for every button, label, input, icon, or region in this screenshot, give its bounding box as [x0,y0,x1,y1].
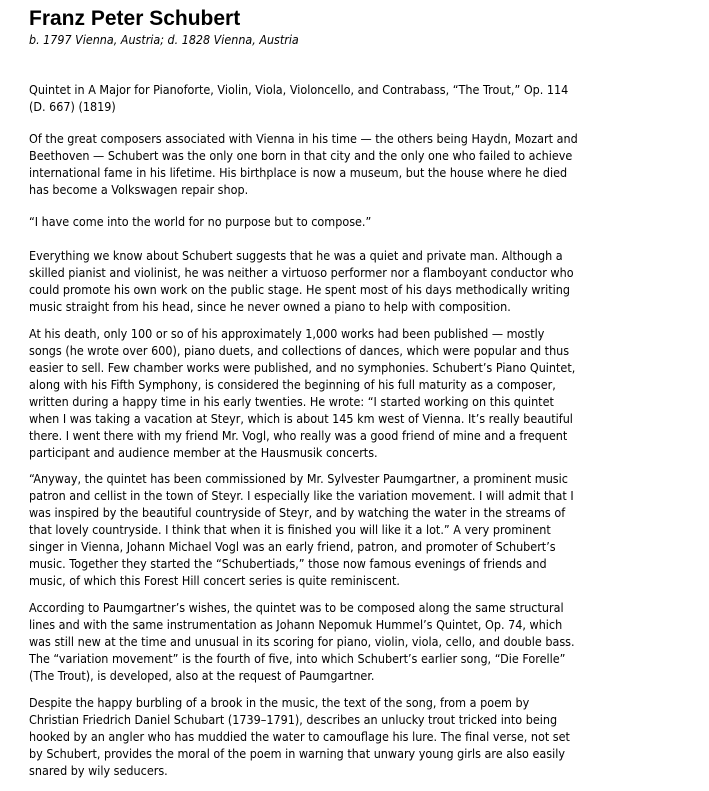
program-note [29,6,705,778]
paragraph-line: along with his Fifth Symphony, is considered the beginning of his full maturity as a composer, [29,377,556,392]
paragraph-line: has become a Volkswagen repair shop. [29,182,249,197]
paragraph-line: patron and cellist in the town of Steyr. I especially like the variation movement. I will admit that I [29,488,574,503]
paragraph-line: music, of which this Forest Hill concert series is quite reminiscent. [29,573,400,588]
paragraph-commission [29,470,574,589]
paragraph-song [29,694,570,779]
paragraph-structure [29,599,575,684]
paragraph-line: was inspired by the beautiful countryside of Steyr, and by watching the water in the streams of [29,505,566,520]
paragraph-vienna [29,130,578,198]
paragraph-line: At his death, only 100 or so of his approximately 1,000 works had been published — mostly [29,326,545,341]
paragraph-line: easier to sell. Few chamber works were published, and no symphonies. Schubert’s Piano Quintet, [29,360,576,375]
paragraph-line: when I was taking a vacation at Steyr, which is about 145 km west of Vienna. It’s really beautiful [29,411,573,426]
composer-lifespan: b. 1797 Vienna, Austria; d. 1828 Vienna, Austria [29,33,299,47]
paragraph-line: Christian Friedrich Daniel Schubart (1739–1791), describes an unlucky trout tricked into being [29,712,558,727]
composer-name: Franz Peter Schubert [29,7,241,30]
paragraph-character [29,247,574,315]
paragraph-line: singer in Vienna, Johann Michael Vogl was an early friend, patron, and promoter of Schubert’s [29,539,556,554]
paragraph-line: Everything we know about Schubert suggests that he was a quiet and private man. Although a [29,248,563,263]
paragraph-line: snared by wily seducers. [29,763,168,778]
paragraph-death [29,325,575,461]
paragraph-line: there. I went there with my friend Mr. Vogl, who really was a good friend of mine and a frequent [29,428,568,443]
paragraph-line: “Anyway, the quintet has been commissioned by Mr. Sylvester Paumgartner, a prominent music [29,471,568,486]
paragraph-line: songs (he wrote over 600), piano duets, and collections of dances, which were popular and thus [29,343,570,358]
paragraph-line: music straight from his head, since he never owned a piano to help with composition. [29,299,511,314]
paragraph-line: skilled pianist and violinist, he was neither a virtuoso performer nor a flamboyant conductor who [29,265,574,280]
paragraph-line: by Schubert, provides the moral of the poem in warning that unwary young girls are also easily [29,746,565,761]
paragraph-line: that lovely countryside. I think that when it is finished you will like it a lot.” A very prominent [29,522,551,537]
paragraph-line: lines and with the same instrumentation as Johann Nepomuk Hummel’s Quintet, Op. 74, which [29,617,563,632]
paragraph-line: Despite the happy burbling of a brook in the music, the text of the song, from a poem by [29,695,530,710]
paragraph-line: participant and audience member at the Hausmusik concerts. [29,445,378,460]
paragraph-line: music. Together they started the “Schubertiads,” those now famous evenings of friends and [29,556,547,571]
paragraph-line: (The Trout), is developed, also at the request of Paumgartner. [29,668,375,683]
paragraph-line: could promote his own work on the public stage. He spent most of his days methodically writing [29,282,570,297]
paragraph-line: According to Paumgartner’s wishes, the quintet was to be composed along the same structural [29,600,564,615]
paragraph-line: hooked by an angler who has muddied the water to camouflage his lure. The final verse, not set [29,729,570,744]
paragraph-line: “I have come into the world for no purpose but to compose.” [29,214,372,229]
paragraph-line: international fame in his lifetime. His birthplace is now a museum, but the house where he died [29,165,568,180]
paragraph-quote [29,213,371,230]
work-title-line: (D. 667) (1819) [29,99,116,114]
paragraph-line: The “variation movement” is the fourth of five, into which Schubert’s earlier song, “Die Forelle” [29,651,566,666]
work-title [29,81,568,115]
work-title-line: Quintet in A Major for Pianoforte, Violin, Viola, Violoncello, and Contrabass, “The Trout,” Op. 114 [29,82,569,97]
paragraph-line: was still new at the time and unusual in its scoring for piano, violin, viola, cello, and double bass. [29,634,575,649]
paragraph-line: Beethoven — Schubert was the only one born in that city and the only one who failed to achieve [29,148,573,163]
paragraph-line: written during a happy time in his early twenties. He wrote: “I started working on this quintet [29,394,554,409]
paragraph-line: Of the great composers associated with Vienna in his time — the others being Haydn, Mozart and [29,131,578,146]
